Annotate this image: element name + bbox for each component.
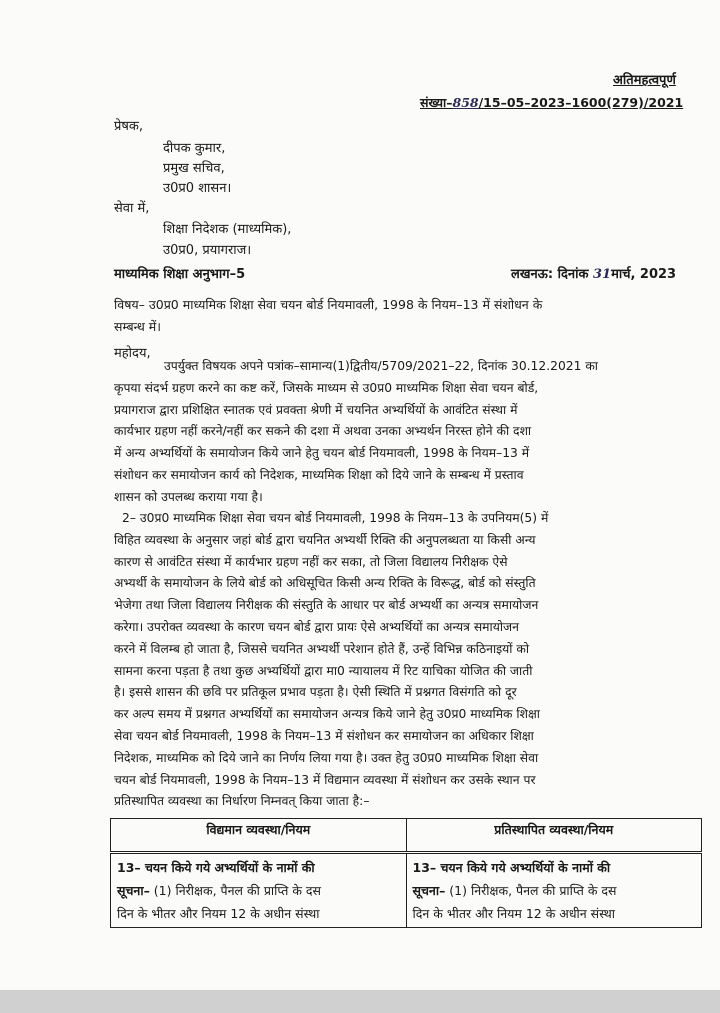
letter-date [511,264,676,282]
existing-rule-text-2: दिन के भीतर और नियम 12 के अधीन संस्था [117,906,320,921]
paragraph-2-line: सामना करना पड़ता है तथा कुछ अभ्यर्थियों द्वारा मा0 न्यायालय में रिट याचिका योजित की जाती [114,663,533,678]
paragraph-2-line: करेगा। उपरोक्त व्यवस्था के कारण चयन बोर्ड द्वारा प्रायः ऐसे अभ्यर्थियों का अन्यत्र समायोजन [114,619,519,634]
paragraph-2-line: 2– उ0प्र0 माध्यमिक शिक्षा सेवा चयन बोर्ड नियमावली, 1998 के नियम–13 के उपनियम(5) में [122,511,549,525]
substituted-rule-heading-2: सूचना– [412,883,446,898]
existing-rule-text-1: (1) निरीक्षक, पैनल की प्राप्ति के दस [149,883,322,898]
sender-name: दीपक कुमार, [163,141,226,156]
reference-suffix: /15–05–2023–1600(279)/2021 [478,95,684,110]
sender-office: उ0प्र0 शासन। [163,181,232,196]
salutation: महोदय, [114,346,151,361]
paragraph-1-line: में अन्य अभ्यर्थियों के समायोजन किये जाने हेतु चयन बोर्ड नियमावली, 1998 के नियम–13 में [114,446,530,461]
paragraph-1-line: कृपया संदर्भ ग्रहण करने का कष्ट करें, जिसके माध्यम से उ0प्र0 माध्यमिक शिक्षा सेवा चयन बोर्ड, [114,380,539,395]
paragraph-2-line: करने में विलम्ब हो जाता है, जिससे चयनित अभ्यर्थी परेशान होते हैं, उन्हें विभिन्न कठिनाइयों को [114,641,530,656]
recipient-name: शिक्षा निदेशक (माध्यमिक), [163,222,292,237]
paragraph-1-line: उपर्युक्त विषयक अपने पत्रांक–सामान्य(1)द्वितीय/5709/2021–22, दिनांक 30.12.2021 का [164,359,598,373]
paragraph-2-line: कर अल्प समय में प्रश्नगत अभ्यर्थियों का समायोजन अन्यत्र किये जाने हेतु उ0प्र0 माध्यमिक शिक्षा [114,707,540,722]
table-header-existing: विद्यमान व्यवस्था/नियम [111,819,407,853]
sender-label: प्रेषक, [114,119,144,134]
date-prefix: लखनऊ: दिनांक [511,267,589,282]
section-name: माध्यमिक शिक्षा अनुभाग–5 [114,267,246,282]
table-header-row [111,819,702,853]
paragraph-1-line: कार्यभार ग्रहण नहीं करने/नहीं कर सकने की दशा में अथवा उनका अभ्यर्थन निरस्त होने की दशा [114,424,532,439]
substituted-rule-text-1: (1) निरीक्षक, पैनल की प्राप्ति के दस [445,883,617,898]
reference-prefix: संख्या– [420,95,453,110]
paragraph-2-line: चयन बोर्ड नियमावली, 1998 के नियम–13 में विद्यमान व्यवस्था में संशोधन कर उसके स्थान पर [114,772,536,787]
substituted-rule-heading: 13– चयन किये गये अभ्यर्थियों के नामों की [412,860,611,875]
date-suffix: मार्च, 2023 [611,267,677,282]
reference-number [420,94,683,111]
subject-line-2: सम्बन्ध में। [114,319,161,334]
paragraph-2-line: भेजेगा तथा जिला विद्यालय निरीक्षक की संस्तुति के आधार पर बोर्ड अभ्यर्थी का अन्यत्र समायोजन [114,598,539,613]
table-header-substituted: प्रतिस्थापित व्यवस्था/नियम [406,819,702,853]
reference-handwritten: 858 [452,95,479,110]
existing-rule-cell [111,853,407,928]
paragraph-2-line: निदेशक, माध्यमिक को दिये जाने का निर्णय लिया गया है। उक्त हेतु उ0प्र0 माध्यमिक शिक्षा सेवा [114,750,539,765]
paragraph-2-line: है। इससे शासन की छवि पर प्रतिकूल प्रभाव पड़ता है। ऐसी स्थिति में प्रश्नगत विसंगति को दूर [114,685,517,700]
paragraph-2-line: सेवा चयन बोर्ड नियमावली, 1998 के नियम–13 में संशोधन कर समायोजन का अधिकार शिक्षा [114,728,534,743]
paragraph-2-line: कारण से आवंटित संस्था में कार्यभार ग्रहण नहीं कर सका, तो जिला विद्यालय निरीक्षक ऐसे [114,554,508,569]
paragraph-2-line: प्रतिस्थापित व्यवस्था का निर्धारण निम्नवत् किया जाता है:– [114,794,370,809]
recipient-place: उ0प्र0, प्रयागराज। [163,243,252,258]
paragraph-1-line: प्रयागराज द्वारा प्रशिक्षित स्नातक एवं प्रवक्ता श्रेणी में चयनित अभ्यर्थियों के आवंटित संस्था में [114,402,518,417]
sender-designation: प्रमुख सचिव, [163,161,225,176]
paragraph-2-line: अभ्यर्थी के समायोजन के लिये बोर्ड को अधिसूचित किसी अन्य रिक्ति के विरूद्ध, बोर्ड को संस्तुति [114,576,536,591]
existing-rule-heading-2: सूचना– [117,883,150,898]
subject-line-1: विषय– उ0प्र0 माध्यमिक शिक्षा सेवा चयन बोर्ड नियमावली, 1998 के नियम–13 में संशोधन के [114,297,543,312]
recipient-label: सेवा में, [114,201,150,216]
substituted-rule-text-2: दिन के भीतर और नियम 12 के अधीन संस्था [412,906,615,921]
date-handwritten: 31 [592,267,612,282]
paragraph-1-line: संशोधन कर समायोजन कार्य को निदेशक, माध्यमिक शिक्षा को दिये जाने के सम्बन्ध में प्रस्ताव [114,467,524,482]
existing-rule-heading: 13– चयन किये गये अभ्यर्थियों के नामों की [117,860,315,875]
paragraph-1-line: शासन को उपलब्ध कराया गया है। [114,489,263,504]
table-row [111,853,702,928]
paragraph-2 [114,508,704,813]
paragraph-1 [114,356,704,509]
page-bottom-edge [0,990,720,1013]
priority-label: अतिमहत्वपूर्ण [613,73,676,88]
rules-comparison-table [110,818,702,928]
substituted-rule-cell [406,853,702,928]
paragraph-2-line: विहित व्यवस्था के अनुसार जहां बोर्ड द्वारा चयनित अभ्यर्थी रिक्ति की अनुपलब्धता या किसी अन्य [114,532,536,547]
